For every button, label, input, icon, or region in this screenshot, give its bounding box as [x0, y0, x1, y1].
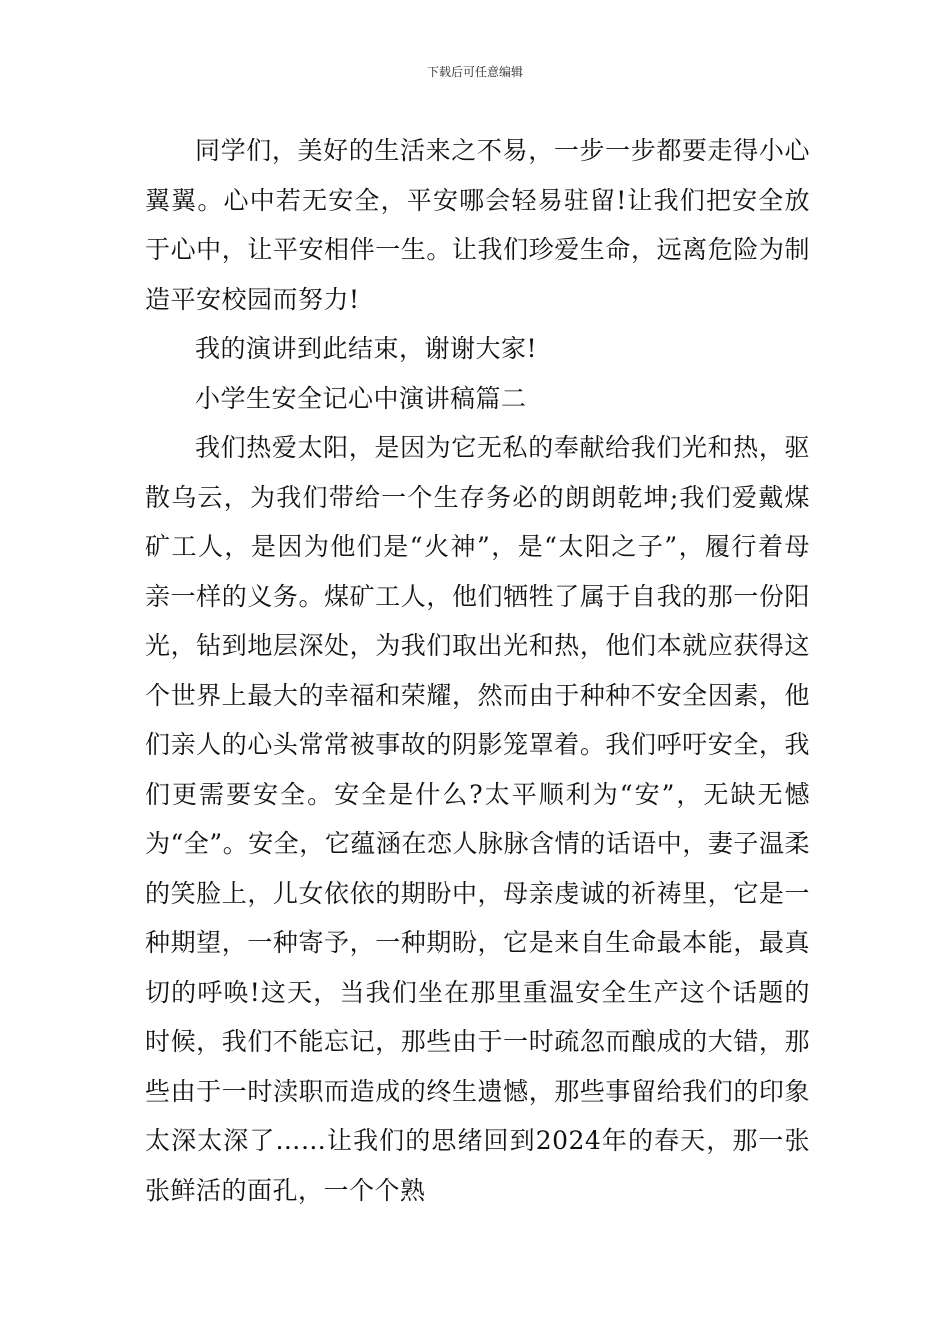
page-header: 下载后可任意编辑 — [426, 65, 523, 79]
document-body — [145, 126, 810, 1215]
paragraph-speech-end: 我的演讲到此结束，谢谢大家! — [195, 334, 538, 363]
paragraph-closing-appeal: 同学们，美好的生活来之不易，一步一步都要走得小心翼翼。心中若无安全，平安哪会轻易驻留!让我们把安全放于心中，让平安相伴一生。让我们珍爱生命，远离危险为制造平安校园而努力! — [145, 136, 810, 314]
paragraph-speech-two: 我们热爱太阳，是因为它无私的奉献给我们光和热，驱散乌云，为我们带给一个生存务必的朗朗乾坤;我们爱戴煤矿工人，是因为他们是“火神”，是“太阳之子”，履行着母亲一样的义务。煤矿工人，他们牺牲了属于自我的那一份阳光，钻到地层深处，为我们取出光和热，他们本就应获得这个世界上最大的幸福和荣耀，然而由于种种不安全因素，他们亲人的心头常常被事故的阴影笼罩着。我们呼吁安全，我们更需要安全。安全是什么?太平顺利为“安”，无缺无憾为“全”。安全，它蕴涵在恋人脉脉含情的话语中，妻子温柔的笑脸上，儿女依依的期盼中，母亲虔诚的祈祷里，它是一种期望，一种寄予，一种期盼，它是来自生命最本能，最真切的呼唤!这天，当我们坐在那里重温安全生产这个话题的时候，我们不能忘记，那些由于一时疏忽而酿成的大错，那些由于一时渎职而造成的终生遗憾，那些事留给我们的印象太深太深了……让我们的思绪回到2024年的春天，那一张张鲜活的面孔，一个个熟 — [145, 433, 810, 1205]
section-title: 小学生安全记心中演讲稿篇二 — [195, 383, 527, 413]
